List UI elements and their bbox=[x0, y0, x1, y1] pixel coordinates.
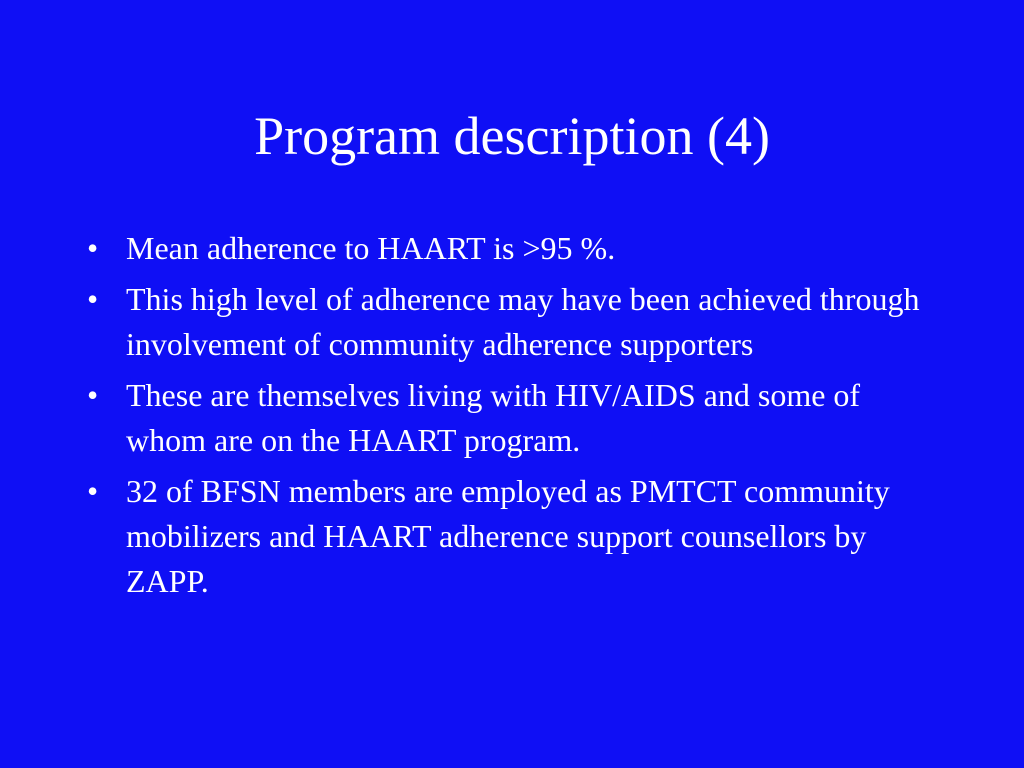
bullet-text: These are themselves living with HIV/AIDS and some of whom are on the HAART program. bbox=[126, 377, 861, 458]
bullet-list bbox=[87, 226, 947, 610]
bullet-item bbox=[87, 277, 947, 367]
bullet-icon: • bbox=[87, 377, 99, 413]
bullet-icon: • bbox=[87, 473, 99, 509]
bullet-text: Mean adherence to HAART is >95 %. bbox=[126, 230, 616, 266]
bullet-item bbox=[87, 373, 947, 463]
slide-title: Program description (4) bbox=[254, 106, 770, 166]
bullet-icon: • bbox=[87, 230, 99, 266]
bullet-item bbox=[87, 226, 947, 271]
bullet-text: 32 of BFSN members are employed as PMTCT community mobilizers and HAART adherence support counsellors by ZAPP. bbox=[126, 473, 890, 599]
bullet-text: This high level of adherence may have been achieved through involvement of community adherence supporters bbox=[126, 281, 920, 362]
bullet-icon: • bbox=[87, 281, 99, 317]
bullet-item bbox=[87, 469, 947, 604]
